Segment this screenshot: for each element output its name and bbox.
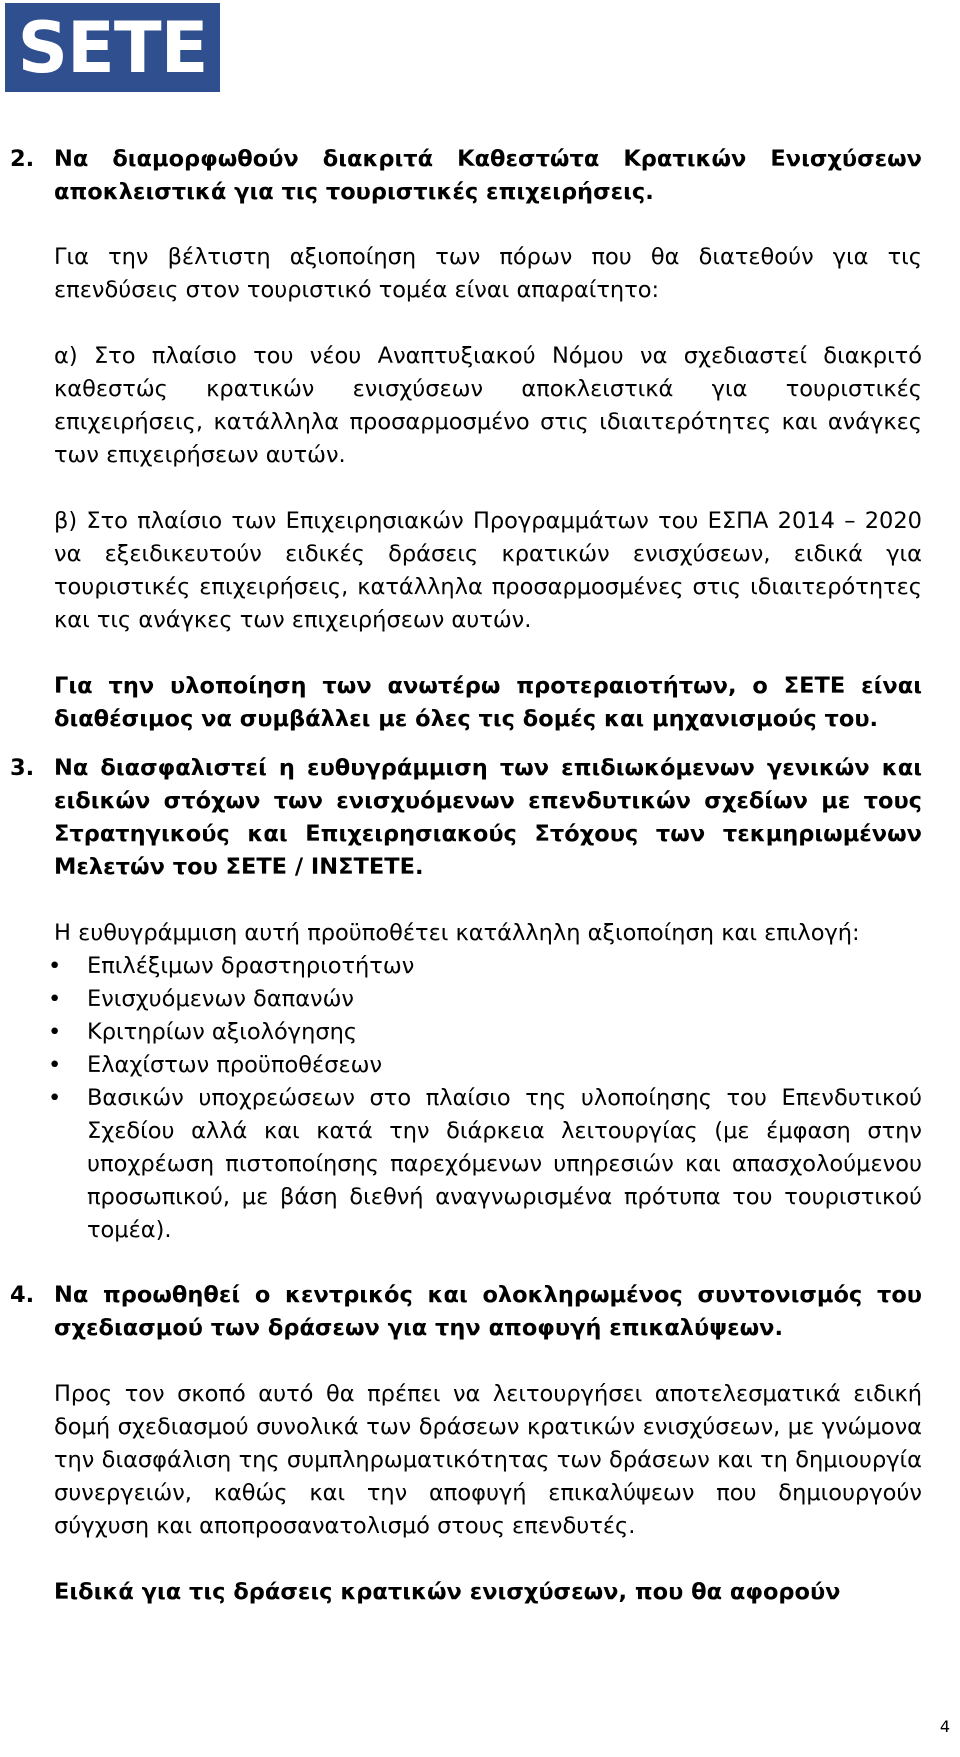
list-item: • Βασικών υποχρεώσεων στο πλαίσιο της υλοποίησης του Επενδυτικού Σχεδίου αλλά και κατά την διάρκεια λειτουργίας (με έμφαση στην υποχρέωση πιστοποίησης παρεχόμενων υπηρεσιών και απασχολούμενου προσωπικού, με βάση διεθνή αναγνωρισμένα πρότυπα του τουριστικού τομέα). [54, 1082, 922, 1247]
bullet-icon: • [48, 986, 62, 1012]
bullet-icon: • [48, 1085, 62, 1111]
section-2 [0, 143, 960, 736]
section-2-item-b: β) Στο πλαίσιο των Επιχειρησιακών Προγραμμάτων του ΕΣΠΑ 2014 – 2020 να εξειδικευτούν ειδικές δράσεις κρατικών ενισχύσεων, ειδικά για τουριστικές επιχειρήσεις, κατάλληλα προσαρμοσμένες στις ιδιαιτερότητες και τις ανάγκες των επιχειρήσεων αυτών. [54, 508, 922, 633]
section-2-heading-text: Να διαμορφωθούν διακριτά Καθεστώτα Κρατικών Ενισχύσεων αποκλειστικά για τις τουριστικές επιχειρήσεις. [54, 146, 922, 205]
section-2-intro: Για την βέλτιστη αξιοποίηση των πόρων που θα διατεθούν για τις επενδύσεις στον τουριστικό τομέα είναι απαραίτητο: [54, 244, 922, 303]
section-3-heading-text: Να διασφαλιστεί η ευθυγράμμιση των επιδιωκόμενων γενικών και ειδικών στόχων των ενισχυόμενων επενδυτικών σχεδίων με τους Στρατηγικούς και Επιχειρησιακούς Στόχους των τεκμηριωμένων Μελετών του ΣΕΤΕ / ΙΝΣΤΕΤΕ. [54, 755, 922, 880]
section-4-body: Προς τον σκοπό αυτό θα πρέπει να λειτουργήσει αποτελεσματικά ειδική δομή σχεδιασμού συνολικά των δράσεων κρατικών ενισχύσεων, με γνώμονα την διασφάλιση της συμπληρωματικότητας των δράσεων και τη δημιουργία συνεργειών, καθώς και την αποφυγή επικαλύψεων που δημιουργούν σύγχυση και αποπροσανατολισμό στους επενδυτές. [54, 1381, 922, 1539]
list-item: • Ενισχυόμενων δαπανών [54, 983, 922, 1016]
list-item: • Επιλέξιμων δραστηριοτήτων [54, 950, 922, 983]
section-3-intro: Η ευθυγράμμιση αυτή προϋποθέτει κατάλληλη αξιοποίηση και επιλογή: [54, 920, 860, 946]
section-4-heading-text: Να προωθηθεί ο κεντρικός και ολοκληρωμένος συντονισμός του σχεδιασμού των δράσεων για την αποφυγή επικαλύψεων. [54, 1282, 922, 1341]
logo-text: SETE [17, 6, 208, 89]
section-2-number: 2. [10, 146, 35, 172]
bullet-icon: • [48, 1052, 62, 1078]
page-number: 4 [939, 1717, 950, 1736]
list-item: • Ελαχίστων προϋποθέσεων [54, 1049, 922, 1082]
section-2-heading [10, 143, 922, 209]
bullet-icon: • [48, 1019, 62, 1045]
section-4 [0, 1279, 960, 1609]
section-3 [0, 752, 960, 1247]
section-4-closing: Ειδικά για τις δράσεις κρατικών ενισχύσεων, που θα αφορούν [54, 1579, 841, 1605]
bullet-icon: • [48, 953, 62, 979]
sete-logo [5, 3, 220, 92]
section-4-heading [10, 1279, 922, 1345]
section-2-closing: Για την υλοποίηση των ανωτέρω προτεραιοτήτων, ο ΣΕΤΕ είναι διαθέσιμος να συμβάλλει με όλες τις δομές και μηχανισμούς του. [54, 673, 922, 732]
list-item: • Κριτηρίων αξιολόγησης [54, 1016, 922, 1049]
section-3-bullet-list [48, 950, 922, 1247]
section-3-number: 3. [10, 755, 35, 781]
document-body [0, 143, 960, 1609]
section-4-number: 4. [10, 1282, 35, 1308]
section-3-heading [10, 752, 922, 884]
section-2-item-a: α) Στο πλαίσιο του νέου Αναπτυξιακού Νόμου να σχεδιαστεί διακριτό καθεστώς κρατικών ενισχύσεων αποκλειστικά για τουριστικές επιχειρήσεις, κατάλληλα προσαρμοσμένο στις ιδιαιτερότητες και ανάγκες των επιχειρήσεων αυτών. [54, 343, 922, 468]
